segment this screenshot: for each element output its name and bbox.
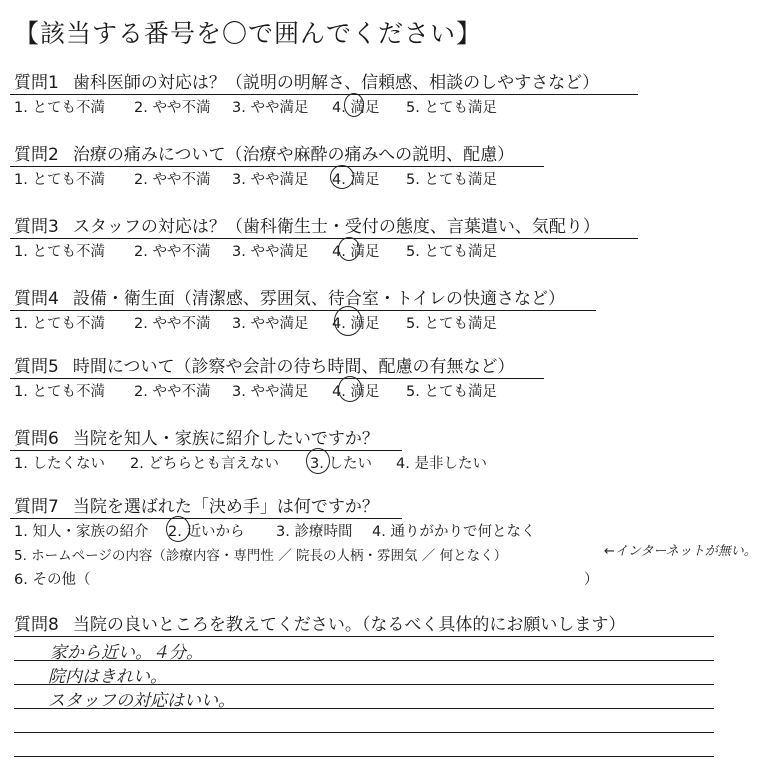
option-4: 4. 満足 [332, 244, 380, 260]
question-1-label: 質問1 [14, 73, 59, 93]
option-2: 2. やや不満 [134, 100, 211, 116]
question-6-label: 質問6 [14, 429, 59, 449]
question-2-underline [10, 166, 544, 167]
question-1-title [14, 68, 599, 95]
question-8-label: 質問8 [14, 615, 59, 635]
option-6: 6. その他（ [14, 572, 91, 588]
option-1: 1. とても不満 [14, 172, 105, 188]
option-2: 2. やや不満 [134, 244, 211, 260]
question-2-label: 質問2 [14, 145, 59, 165]
answer-line-6 [14, 756, 714, 757]
instruction-header: 【該当する番号を〇で囲んでください】 [14, 19, 483, 48]
question-4-label: 質問4 [14, 289, 59, 309]
option-5: 5. とても満足 [406, 384, 497, 400]
question-2-text: 治療の痛みについて（治療や麻酔の痛みへの説明、配慮） [72, 145, 515, 165]
circled-answer-mark [334, 306, 362, 336]
question-5-underline [10, 378, 544, 379]
option-3: 3. したい [310, 456, 372, 472]
question-3-underline [10, 238, 638, 239]
question-4-underline [10, 310, 596, 311]
option-5: 5. とても満足 [406, 172, 497, 188]
option-3: 3. やや満足 [232, 100, 309, 116]
option-1: 1. とても不満 [14, 100, 105, 116]
option-4: 4. 満足 [332, 316, 380, 332]
question-6-underline [10, 450, 402, 451]
option-5: 5. ホームページの内容（診療内容・専門性 ／ 院長の人柄・雰囲気 ／ 何となく） [14, 548, 508, 564]
question-5-title [14, 352, 515, 379]
question-3-text: スタッフの対応は？（歯科衛生士・受付の態度、言葉遣い、気配り） [72, 217, 600, 237]
option-1: 1. とても不満 [14, 244, 105, 260]
question-1-text: 歯科医師の対応は？（説明の明解さ、信頼感、相談のしやすさなど） [72, 73, 600, 93]
option-3: 3. やや満足 [232, 172, 309, 188]
option-6-close-paren: ） [584, 572, 599, 588]
question-7-label: 質問7 [14, 497, 59, 517]
option-4: 4. 通りがかりで何となく [372, 524, 536, 540]
question-6-text: 当院を知人・家族に紹介したいですか？ [72, 429, 379, 449]
option-4: 4. 満足 [332, 172, 380, 188]
option-1: 1. とても不満 [14, 384, 105, 400]
option-1: 1. とても不満 [14, 316, 105, 332]
option-1: 1. 知人・家族の紹介 [14, 524, 149, 540]
circled-answer-mark [344, 93, 364, 117]
circled-answer-mark [338, 376, 362, 402]
question-5-text: 時間について（診察や会計の待ち時間、配慮の有無など） [72, 357, 515, 377]
handwritten-answer-2: 院内はきれい。 [48, 667, 167, 687]
option-2: 2. やや不満 [134, 172, 211, 188]
option-2: 2. やや不満 [134, 384, 211, 400]
question-7-title [14, 492, 379, 519]
option-4: 4. 是非したい [396, 456, 487, 472]
option-5: 5. とても満足 [406, 316, 497, 332]
question-4-title [14, 284, 565, 311]
option-3: 3. 診療時間 [276, 524, 353, 540]
answer-line-1 [14, 636, 714, 637]
question-6-title [14, 424, 379, 451]
option-2: 2. やや不満 [134, 316, 211, 332]
circled-answer-mark [338, 237, 360, 261]
question-7-text: 当院を選ばれた「決め手」は何ですか？ [72, 497, 379, 517]
option-4: 4. 満足 [332, 100, 380, 116]
question-8-title [14, 610, 625, 637]
question-7-underline [10, 518, 402, 519]
question-3-title [14, 212, 600, 239]
option-2: 2. どちらとも言えない [130, 456, 279, 472]
question-4-text: 設備・衛生面（清潔感、雰囲気、待合室・トイレの快適さなど） [72, 289, 565, 309]
option-5: 5. とても満足 [406, 100, 497, 116]
option-3: 3. やや満足 [232, 384, 309, 400]
option-2: 2. 近いから [168, 524, 245, 540]
question-2-title [14, 140, 514, 167]
option-4: 4. 満足 [332, 384, 380, 400]
question-3-label: 質問3 [14, 217, 59, 237]
option-3: 3. やや満足 [232, 316, 309, 332]
circled-answer-mark [330, 165, 354, 189]
question-5-label: 質問5 [14, 357, 59, 377]
question-8-text: 当院の良いところを教えてください。（なるべく具体的にお願いします） [72, 615, 626, 635]
circled-answer-mark [166, 516, 190, 542]
option-3: 3. やや満足 [232, 244, 309, 260]
handwritten-answer-1: 家から近い。４分。 [50, 643, 203, 663]
circled-answer-mark [306, 448, 330, 474]
question-1-underline [10, 94, 638, 95]
option-1: 1. したくない [14, 456, 105, 472]
handwritten-answer-3: スタッフの対応はいい。 [48, 691, 235, 711]
option-5: 5. とても満足 [406, 244, 497, 260]
handwritten-note-internet: ←インターネットが無い。 [604, 544, 757, 559]
answer-line-5 [14, 732, 714, 733]
